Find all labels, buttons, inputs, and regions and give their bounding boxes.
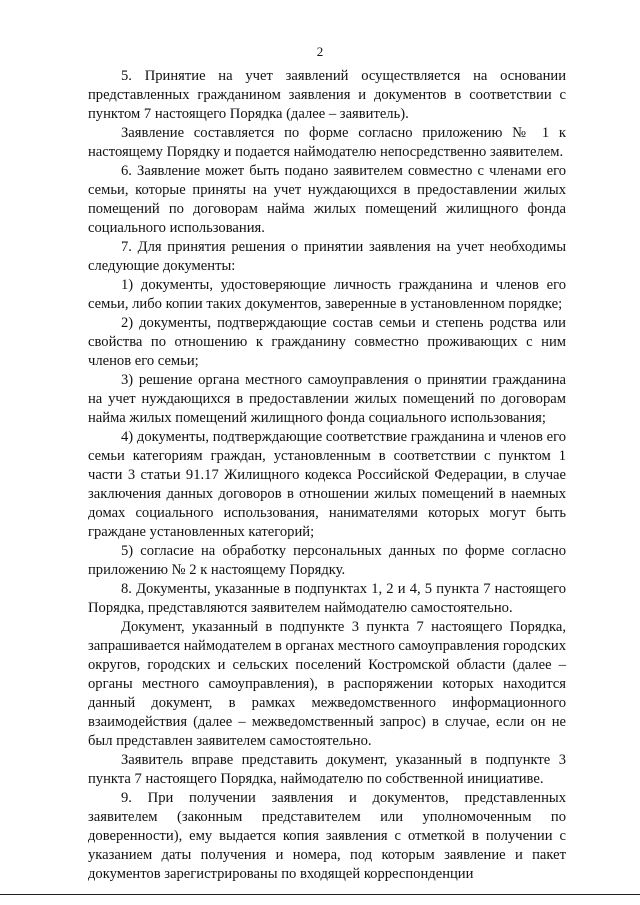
paragraph-7-item-3: 3) решение органа местного самоуправления о принятии гражданина на учет нуждающихся в предоставлении жилых помещений по договорам найма жилых помещений жилищного фонда социального использования; [88,372,566,426]
page-number: 2 [316,44,324,59]
paragraph-8-document-request: Документ, указанный в подпункте 3 пункта 7 настоящего Порядка, запрашивается наймодателем в органах местного самоуправления городских округов, городских и сельских поселений Костромской области (далее – органы местного самоуправления), в распоряжении которых находится данный документ, в рамках межведомственного информационного взаимодействия (далее – межведомственный запрос) в случае, если он не был представлен заявителем самостоятельно. [88,619,567,749]
paragraph-9: 9. При получении заявления и документов, представленных заявителем (законным представителем или уполномоченным по доверенности), ему выдается копия заявления с отметкой в получении с указанием даты получения и номера, под которым заявление и пакет документов зарегистрированы по входящей корреспонденции [88,790,566,882]
paragraph-7-item-1: 1) документы, удостоверяющие личность гражданина и членов его семьи, либо копии таких документов, заверенные в установленном порядке; [88,277,566,312]
paragraph-7-item-5: 5) согласие на обработку персональных данных по форме согласно приложению № 2 к настоящему Порядку. [88,543,566,578]
paragraph-application-form: Заявление составляется по форме согласно приложению № 1 к настоящему Порядку и подается наймодателю непосредственно заявителем. [88,125,566,160]
document-body [88,67,566,884]
paragraph-5: 5. Принятие на учет заявлений осуществляется на основании представленных гражданином заявления и документов в соответствии с пунктом 7 настоящего Порядка (далее – заявитель). [88,68,566,122]
paragraph-7-item-2: 2) документы, подтверждающие состав семьи и степень родства или свойства по отношению к гражданину совместно проживающих с ним членов его семьи; [88,315,566,369]
page-bottom-edge [0,894,640,895]
paragraph-8: 8. Документы, указанные в подпунктах 1, 2 и 4, 5 пункта 7 настоящего Порядка, представляются заявителем наймодателю самостоятельно. [88,581,566,616]
paragraph-6: 6. Заявление может быть подано заявителем совместно с членами его семьи, которые приняты на учет нуждающихся в предоставлении жилых помещений по договорам найма жилых помещений жилищного фонда социального использования. [88,163,566,236]
paragraph-7-item-4: 4) документы, подтверждающие соответствие гражданина и членов его семьи категориям граждан, установленным в соответствии с пунктом 1 части 3 статьи 91.17 Жилищного кодекса Российской Федерации, в случае заключения данных договоров в отношении жилых помещений в наемных домах социального использования, нанимателями которых могут быть граждане установленных категорий; [88,429,566,540]
paragraph-8-own-initiative: Заявитель вправе представить документ, указанный в подпункте 3 пункта 7 настоящего Порядка, наймодателю по собственной инициативе. [88,752,566,787]
paragraph-7: 7. Для принятия решения о принятии заявления на учет необходимы следующие документы: [88,239,566,274]
